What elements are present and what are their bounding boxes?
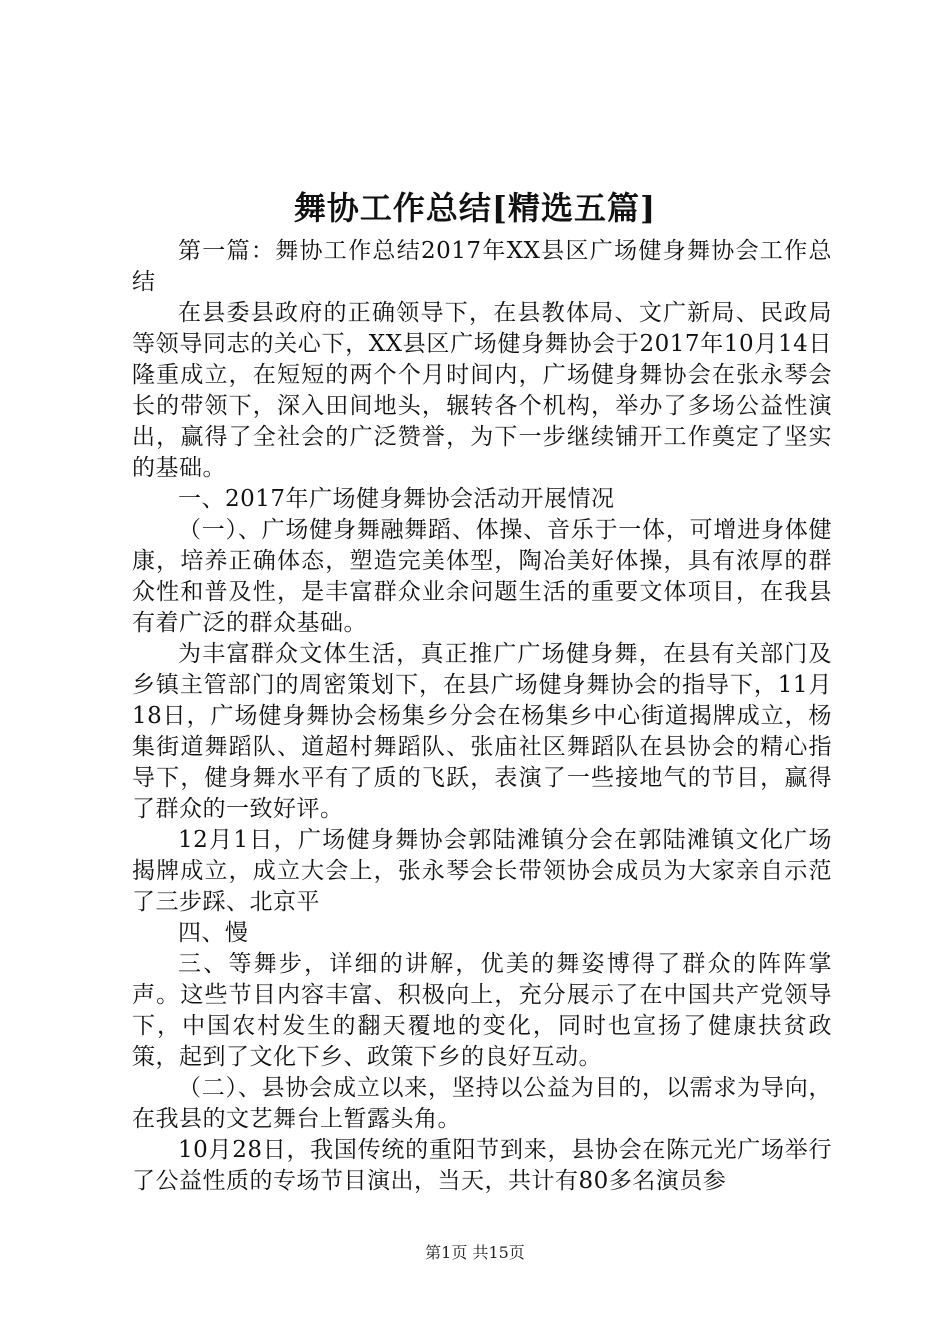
paragraph: 为丰富群众文体生活，真正推广广场健身舞，在县有关部门及乡镇主管部门的周密策划下，在县广场健身舞协会的指导下，11月18日，广场健身舞协会杨集乡分会在杨集乡中心街道揭牌成立，杨集街道舞蹈队、道超村舞蹈队、张庙社区舞蹈队在县协会的精心指导下，健身舞水平有了质的飞跃，表演了一些接地气的节目，赢得了群众的一致好评。 bbox=[132, 641, 832, 822]
paragraph: 四、慢 bbox=[178, 920, 249, 946]
page-number-footer: 第1页 共15页 bbox=[425, 1243, 525, 1262]
paragraph: （一）、广场健身舞融舞蹈、体操、音乐于一体，可增进身体健康，培养正确体态，塑造完美体型，陶冶美好体操，具有浓厚的群众性和普及性，是丰富群众业余问题生活的重要文体项目，在我县有着广泛的群众基础。 bbox=[132, 517, 832, 636]
paragraph: 三、等舞步，详细的讲解，优美的舞姿博得了群众的阵阵掌声。这些节目内容丰富、积极向上，充分展示了在中国共产党领导下，中国农村发生的翻天覆地的变化，同时也宣扬了健康扶贫政策，起到了文化下乡、政策下乡的良好互动。 bbox=[132, 951, 832, 1070]
page-title: 舞协工作总结[精选五篇] bbox=[293, 189, 657, 227]
paragraph: 第一篇：舞协工作总结2017年XX县区广场健身舞协会工作总结 bbox=[132, 238, 832, 295]
paragraph: 12月1日，广场健身舞协会郭陆滩镇分会在郭陆滩镇文化广场揭牌成立，成立大会上，张永琴会长带领协会成员为大家亲自示范了三步踩、北京平 bbox=[132, 827, 832, 915]
document-body bbox=[132, 236, 832, 1197]
paragraph: （二）、县协会成立以来，坚持以公益为目的，以需求为导向，在我县的文艺舞台上暂露头角。 bbox=[132, 1075, 832, 1132]
paragraph: 10月28日，我国传统的重阳节到来，县协会在陈元光广场举行了公益性质的专场节目演出，当天，共计有80多名演员参 bbox=[132, 1137, 832, 1194]
section-heading: 一、2017年广场健身舞协会活动开展情况 bbox=[178, 486, 615, 512]
paragraph: 在县委县政府的正确领导下，在县教体局、文广新局、民政局等领导同志的关心下，XX县区广场健身舞协会于2017年10月14日隆重成立，在短短的两个个月时间内，广场健身舞协会在张永琴会长的带领下，深入田间地头，辗转各个机构，举办了多场公益性演出，赢得了全社会的广泛赞誉，为下一步继续铺开工作奠定了坚实的基础。 bbox=[132, 300, 832, 481]
